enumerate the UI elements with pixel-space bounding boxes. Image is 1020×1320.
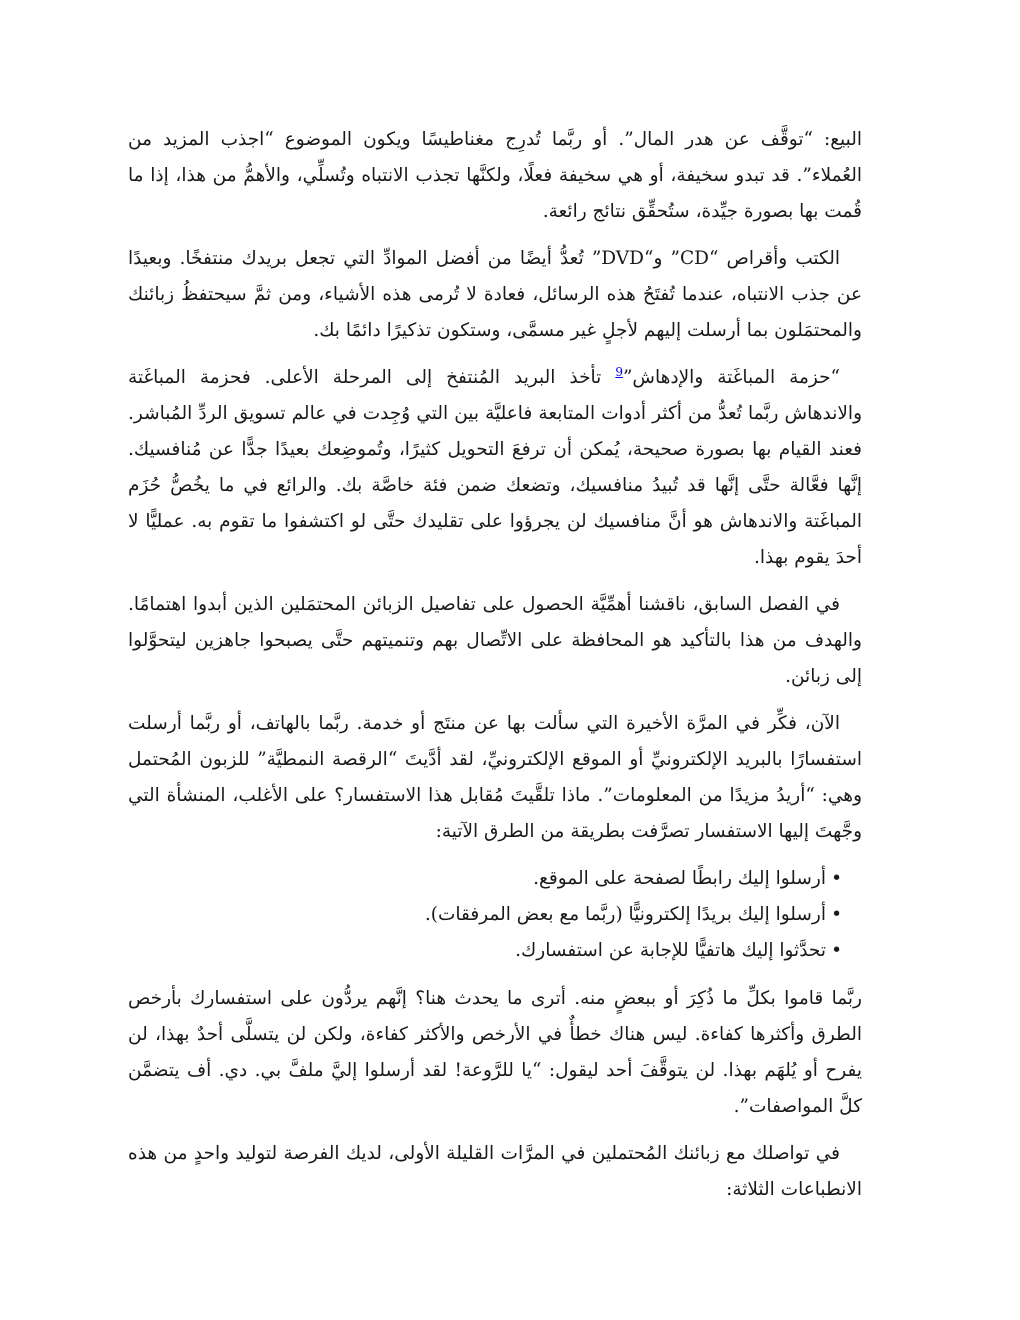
paragraph-sales-gimmicks: البيع: “توقَّف عن هدر المال”. أو ربَّما تُدرِج مغناطيسًا ويكون الموضوع “اجذب المزيد من العُملاء”. قد تبدو سخيفة، أو هي سخيفة فعلًا، ولكنَّها تجذب الانتباه وتُسلِّي، والأهمُّ من هذا، إذا ما قُمت بها بصورة جيِّدة، ستُحقِّق نتائج رائعة.: [128, 129, 862, 222]
bullet-icon: •: [831, 940, 842, 961]
paragraph-previous-chapter: في الفصل السابق، ناقشنا أهمِّيَّة الحصول على تفاصيل الزبائن المحتمَلين الذين أبدوا اهتمامًا. والهدف من هذا بالتأكيد هو المحافظة على الاتِّصال بهم وتنميتهم حتَّى يصبحوا جاهزين ليتحوَّلوا إلى زبائن.: [128, 594, 862, 687]
document-page: [128, 122, 862, 1219]
list-item: • تحدَّثوا إليك هاتفيًّا للإجابة عن استفسارك.: [128, 933, 842, 969]
paragraph-books-cds: الكتب وأقراص “CD” و“DVD” تُعدُّ أيضًا من أفضل الموادِّ التي تجعل بريدك منتفخًا. وبعيدًا عن جذب الانتباه، عندما تُفتَحُ هذه الرسائل، فعادة لا تُرمى هذه الأشياء، ومن ثمَّ سيحتفظُ زبائنك والمحتمَلون بما أرسلت إليهم لأجلٍ غير مسمَّى، وستكون تذكيرًا دائمًا بك.: [128, 248, 862, 341]
paragraph-three-impressions: في تواصلك مع زبائنك المُحتملين في المرَّات القليلة الأولى، لديك الفرصة لتوليد واحدٍ من هذه الانطباعات الثلاثة:: [128, 1143, 862, 1200]
shock-awe-title: “حزمة المباغَتة والإدهاش”: [622, 367, 840, 388]
shock-awe-body: تأخذ البريد المُنتفخ إلى المرحلة الأعلى. فحزمة المباغَتة والاندهاش ربَّما تُعدُّ من أكثر أدوات المتابعة فاعليَّة بين التي وُجِدت في عالم تسويق الردِّ المُباشر. فعند القيام بها بصورة صحيحة، يُمكن أن ترفعَ التحويل كثيرًا، وتُموضِعك بعيدًا جدًّا عن مُنافسيك. إنَّها فعَّالة حتَّى إنَّها قد تُبيدُ منافسيك، وتضعك ضمن فئة خاصَّة بك. والرائع في ما يخُصُّ حُزَم المباغَتة والاندهاش هو أنَّ منافسيك لن يجرؤوا على تقليدك حتَّى لو اكتشفوا ما تقوم به. عمليًّا لا أحدَ يقوم بهذا.: [128, 367, 862, 568]
footnote-link-9[interactable]: 9: [615, 364, 623, 379]
list-item: • أرسلوا إليك رابطًا لصفحة على الموقع.: [128, 861, 842, 897]
paragraph-what-happens: ربَّما قاموا بكلِّ ما ذُكِرَ أو ببعضٍ منه. أترى ما يحدث هنا؟ إنَّهم يردُّون على استفسارك بأرخص الطرق وأكثرها كفاءة. ليس هناك خطأٌ في الأرخص والأكثر كفاءة، ولكن لن يتسلَّى أحدٌ بهذا، لن يفرح أو يُلهَم بهذا. لن يتوقَّفَ أحد ليقول: “يا للرَّوعة! لقد أرسلوا إليَّ ملفَّ بي. دي. أف يتضمَّن كلَّ المواصفات”.: [128, 988, 862, 1117]
paragraph-shock-awe: [128, 360, 862, 576]
list-item: • أرسلوا إليك بريدًا إلكترونيًّا (ربَّما مع بعض المرفقات).: [128, 897, 842, 933]
paragraph-think-last-time: الآن، فكِّر في المرَّة الأخيرة التي سألت بها عن منتَج أو خدمة. ربَّما بالهاتف، أو ربَّما أرسلت استفسارًا بالبريد الإلكترونيِّ أو الموقع الإلكترونيِّ، لقد أدَّيتَ “الرقصة النمطيَّة” للزبون المُحتمل وهي: “أريدُ مزيدًا من المعلومات”. ماذا تلقَّيتَ مُقابل هذا الاستفسار؟ على الأغلب، المنشأة التي وجَّهتَ إليها الاستفسار تصرَّفت بطريقة من الطرق الآتية:: [128, 713, 862, 842]
response-methods-list: [128, 861, 862, 969]
bullet-icon: •: [831, 904, 842, 925]
bullet-icon: •: [831, 868, 842, 889]
